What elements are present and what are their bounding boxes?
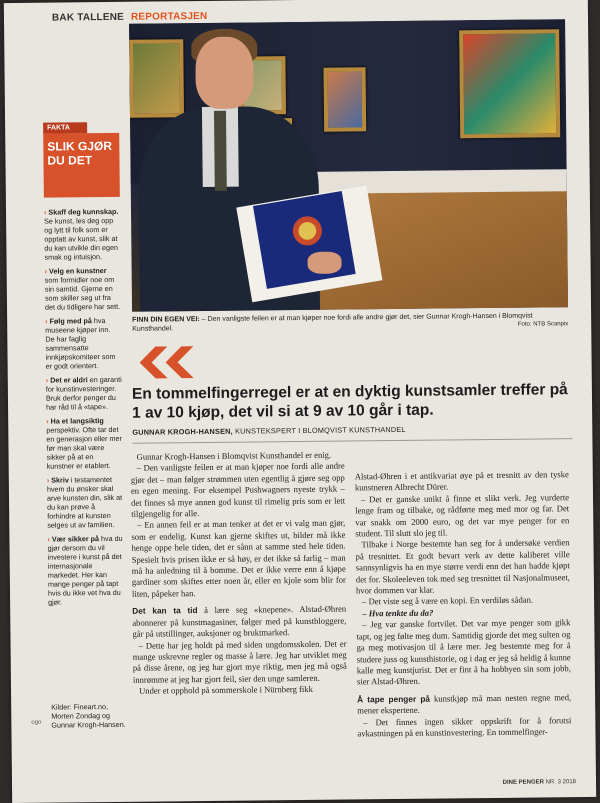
tip-lead: Velg en kunstner: [48, 266, 107, 276]
tip-lead: Ha et langsiktig: [50, 416, 104, 426]
tip-item: [45, 266, 121, 312]
tip-item: [47, 475, 124, 530]
fakta-title: SLIK GJØR DU DET: [43, 133, 120, 198]
tip-item: [46, 416, 123, 471]
tips-list: [44, 207, 124, 607]
woodcut-print: [253, 191, 356, 289]
article-column-2: [355, 469, 572, 740]
arrow-icon: ›: [43, 207, 49, 217]
caption-lead: FINN DIN EGEN VEI:: [132, 316, 200, 324]
tip-text: Se kunst, les deg opp og lytt til folk som er opptatt av kunst, slik at du kan utvikle din egen smak og intuisjon.: [44, 215, 118, 262]
body-paragraph: – Det finnes ingen sikker oppskrift for å forutsi avkastningen på en kunstinvestering. En tommelfinger-: [357, 714, 572, 739]
body-paragraph: – En annen feil er at man tenker at det er vi valg man gjør, som er endelig. Kunst kan gjerne skiftes ut, bilder må ikke henge oppe hele tiden, det er sånn at samme sted hele tiden. Spesielt hvis prisen ikke er så høy, er det ikke så farlig – man må ha anledning til å bomme. Det er ikke verre enn å kjøpe gardiner som skiftes etter noen år, eller en kjole som blir for liten, påpeker han.: [131, 517, 346, 599]
body-paragraph: – Det er ganske unikt å finne et slikt verk. Jeg vurderte lenge fram og tilbake, og rådførte meg med mor og far. Det var snakk om 2000 euro, og det var mye penger for en student. Til slutt slo jeg til.: [355, 492, 570, 539]
tip-text: som formidler noe om sin samtid. Gjerne en som skiller seg ut fra det du tidligere har sett.: [44, 274, 121, 312]
magazine-page: [4, 0, 596, 803]
body-paragraph: – Jeg var ganske fortvilet. Det var mye penger som gikk tapt, og jeg følte meg dum. Samtidig gjorde det meg sulten og ga meg motivasjon til å lære mer. Jeg bestemte meg for å studere juss og kunsthistorie, og i dag er jeg så heldig å kunne kalle meg kunstjurist. Det er fint å ha hobbyen sin som jobb, sier Alstad-Øhren.: [356, 617, 571, 687]
tip-lead: Følg med på: [49, 316, 92, 326]
fakta-label: FAKTA: [43, 122, 87, 133]
arrow-icon: ›: [45, 316, 50, 326]
painting: [129, 39, 184, 118]
tip-item: [45, 316, 122, 371]
byline-name: GUNNAR KROGH-HANSEN,: [132, 426, 233, 437]
page-header: [52, 11, 208, 24]
issue-number: NR. 3 2018: [545, 779, 577, 786]
tip-text: hva du gjør dersom du vil investere i kunst på det internasjonale markedet. Her kan mange penger på tapt hvis du ikke vet hva du gjør.: [47, 533, 123, 607]
paragraph-text: å lære seg «knepene». Alstad-Øhren abonnerer på kunstmagasiner, følger med på kunstbloggere, går på utstillinger, auksjoner og bruktmarked.: [132, 603, 347, 639]
subhead-lead: Det kan ta tid: [132, 605, 198, 617]
subsection-label: REPORTASJEN: [130, 10, 208, 23]
sources-note: Kilder: Fineart.no, Morten Zondag og Gunnar Krogh-Hansen.: [51, 702, 126, 730]
caption-text: – Den vanligste feilen er at man kjøper noe fordi alle andre gjør det, sier Gunnar Krogh-Hansen i Blomqvist Kunsthandel.: [132, 312, 533, 333]
arrow-icon: ›: [46, 416, 51, 426]
tip-item: [44, 207, 121, 262]
pull-quote: En tommelfingerregel er at en dyktig kunstsamler treffer på 1 av 10 kjøp, det vil si at 9 av 10 går i tap.: [131, 381, 568, 422]
tip-lead: Vær sikker på: [51, 534, 100, 544]
body-paragraph: – Dette har jeg holdt på med siden ungdomsskolen. Det er mange uskrevne regler og masse å lære. Jeg har utviklet meg på disse årene, og jeg har gjort mye riktig, men jeg må også innrømme at jeg har gjort feil, sier den unge samleren.: [132, 638, 347, 685]
tip-lead: Det er aldri: [50, 375, 88, 385]
painting: [324, 67, 367, 131]
body-paragraph: – Det viste seg å være en kopi. En verdiløs sådan.: [362, 595, 534, 607]
page-footer: [503, 779, 576, 786]
tip-text: i testamentet hvem du ønsker skal arve kunsten din, slik at du kan prøve å forhindre at kunsten selges ut av familien.: [46, 474, 123, 530]
arrow-icon: ›: [44, 266, 50, 276]
tip-text: hva museene kjøper inn. De har faglig sammensatte innkjøpskomiteer som er godt orientert.: [45, 316, 116, 371]
subhead-paragraph: [132, 604, 346, 640]
quote-byline: [132, 425, 405, 437]
subhead-paragraph: [357, 692, 571, 717]
tip-lead: Skaff deg kunnskap.: [48, 206, 119, 217]
body-paragraph: Tilbake i Norge bestemte han seg for å undersøke verdien på tresnittet. Et godt bevart verk av dette kaliberet ville sannsynligvis ha en mye større verdi enn det han hadde kjøpt det for. Skoleeleven tok med seg tresnittet til Nasjonalmuseet, hvor dommen var klar.: [355, 537, 570, 596]
arrow-icon: ›: [46, 475, 52, 485]
tip-item: [47, 534, 124, 607]
article-photo: [129, 19, 568, 312]
photo-credit: Foto: NTB Scanpix: [517, 321, 569, 328]
arrow-icon: ›: [47, 534, 52, 544]
magazine-name: DINE PENGER: [502, 779, 545, 786]
body-paragraph: – Den vanligste feilen er at man kjøper noe fordi alle andre gjør det – man følger strømmen uten egentlig å gjøre seg opp en egen mening. For eksempel Pushwagners nyeste trykk – det finnes så mye annen god kunst til rimelig pris som er lett tilgjengelig for alle.: [130, 460, 346, 519]
margin-mark: ogo: [31, 719, 42, 726]
tip-lead: Skriv: [51, 475, 69, 485]
painting: [459, 29, 560, 138]
fakta-box: [43, 122, 124, 612]
question-paragraph: – Hva tenkte du da?: [362, 607, 434, 619]
section-label: BAK TALLENE: [51, 11, 125, 24]
tip-text: en garanti for kunstinvesteringer. Bruk derfor penger du har råd til å «tape».: [45, 374, 122, 412]
body-paragraph: Alstad-Øhren i et antikvariat øye på et tresnitt av den tyske kunstneren Albrecht Dürer.: [354, 469, 569, 493]
body-paragraph: Under et opphold på sommerskole i Nürnberg fikk: [138, 684, 313, 696]
divider: [132, 438, 572, 444]
body-paragraph: Gunnar Krogh-Hansen i Blomqvist Kunsthandel er enig.: [136, 449, 332, 462]
photo-caption: [132, 311, 568, 334]
tip-item: [46, 375, 122, 412]
subhead-lead: Å tape penger på: [357, 693, 431, 705]
quote-chevron-icon: [139, 346, 195, 379]
tip-text: perspektiv. Ofte tar det en generasjon eller mer før man skal være sikker på at en kunstner er etablert.: [46, 424, 122, 471]
paragraph-text: kunstkjøp må man nesten regne med, mener ekspertene.: [357, 691, 572, 716]
arrow-icon: ›: [45, 375, 51, 385]
article-column-1: [131, 450, 348, 698]
byline-role: KUNSTEKSPERT I BLOMQVIST KUNSTHANDEL: [234, 424, 406, 436]
